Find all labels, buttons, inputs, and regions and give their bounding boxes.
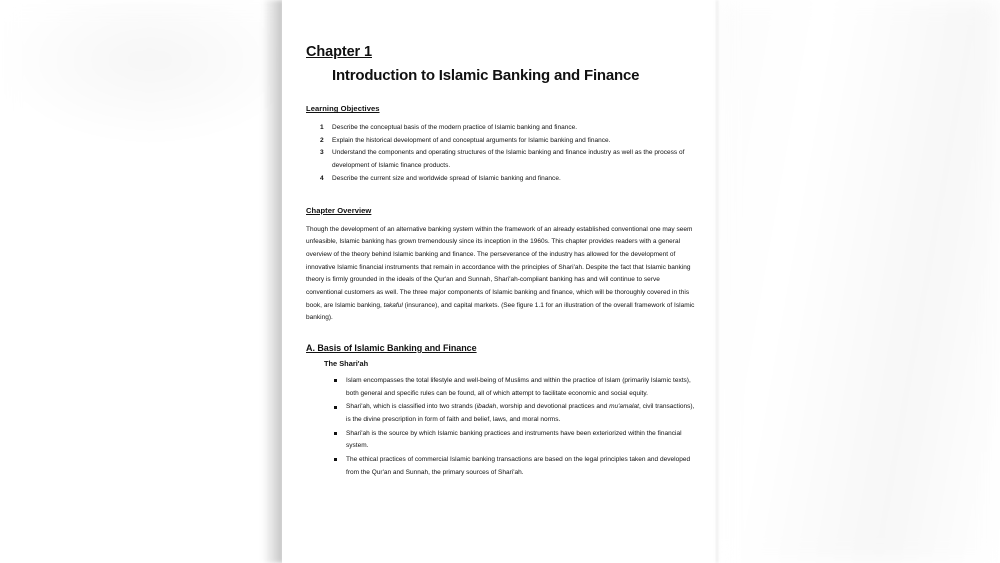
list-item xyxy=(306,147,696,172)
list-item-text: Understand the components and operating structures of the Islamic banking and finance industry as well as the process of development of Islamic finance products. xyxy=(332,149,685,170)
paragraph-text-part-2: (insurance), and capital markets. (See figure 1.1 for an illustration of the overall framework of Islamic banking). xyxy=(306,301,695,322)
learning-objectives-list xyxy=(306,122,696,185)
shariah-bullet-list xyxy=(306,375,696,479)
list-item-number: 1 xyxy=(320,124,324,132)
bullet-icon xyxy=(334,406,337,409)
chapter-overview-paragraph xyxy=(306,224,696,325)
list-item xyxy=(306,173,696,186)
term-takaful: takaful xyxy=(383,301,403,309)
list-item-text: Describe the current size and worldwide spread of Islamic banking and finance. xyxy=(332,174,561,182)
page-content xyxy=(306,44,696,480)
list-item-number: 3 xyxy=(320,149,324,157)
list-item xyxy=(306,401,696,426)
chapter-overview-heading: Chapter Overview xyxy=(306,205,372,215)
list-item xyxy=(306,375,696,400)
bullet-italic-1: ibadah xyxy=(476,403,497,411)
bullet-icon xyxy=(334,458,337,461)
bullet-text-part-1: Shari'ah is the source by which Islamic banking practices and instruments have been exteriorized within the financial system. xyxy=(346,429,682,450)
list-item-text: Describe the conceptual basis of the modern practice of Islamic banking and finance. xyxy=(332,124,578,132)
chapter-label: Chapter 1 xyxy=(306,44,372,60)
bullet-icon xyxy=(334,379,337,382)
document-page xyxy=(282,0,717,563)
bullet-icon xyxy=(334,432,337,435)
list-item-number: 2 xyxy=(320,136,324,144)
list-item xyxy=(306,428,696,453)
page-right-edge xyxy=(716,0,719,563)
section-a-subheading: The Shari'ah xyxy=(324,358,369,368)
page-left-shadow xyxy=(262,0,284,563)
learning-objectives-heading: Learning Objectives xyxy=(306,104,380,114)
list-item xyxy=(306,122,696,135)
bullet-text-part-1: Islam encompasses the total lifestyle and well-being of Muslims and within the practice of Islam (primarily Islamic texts), both general and specific rules can be found, all of which attempt to facilitate economic and social equity. xyxy=(346,376,691,397)
bullet-italic-2: mu'amalat xyxy=(609,403,639,411)
list-item xyxy=(306,135,696,148)
list-item-text: Explain the historical development of and conceptual arguments for Islamic banking and finance. xyxy=(332,136,611,144)
list-item-number: 4 xyxy=(320,174,324,182)
bullet-text-part-1: Shari'ah, which is classified into two strands ( xyxy=(346,403,477,411)
list-item xyxy=(306,454,696,479)
paragraph-text-part-1: Though the development of an alternative banking system within the framework of an already established conventional one may seem unfeasible, Islamic banking has grown tremendously since its inception in the 1960s. This chapter provides readers with a general overview of the theory behind Islamic banking and finance. The perseverance of the industry has allowed for the development of innovative Islamic financial instruments that remain in accordance with the principles of Shari'ah. Despite the fact that Islamic banking theory is firmly grounded in the ideals of the Qur'an and Sunnah, Shari'ah-compliant banking has and will continue to serve conventional customers as well. The three major components of Islamic banking and finance, which will be thoroughly covered in this book, are Islamic banking, xyxy=(306,225,693,309)
section-a-heading: A. Basis of Islamic Banking and Finance xyxy=(306,342,477,353)
blurred-background-right xyxy=(717,0,1000,563)
bullet-text-part-3: , civil transactions), is the divine prescription in form of faith and belief, laws, and moral norms. xyxy=(346,403,695,423)
chapter-title: Introduction to Islamic Banking and Finance xyxy=(332,67,640,85)
bullet-text-part-2: , worship and devotional practices and xyxy=(496,403,610,411)
bullet-text-part-1: The ethical practices of commercial Islamic banking transactions are based on the legal principles taken and developed from the Qur'an and Sunnah, the primary sources of Shari'ah. xyxy=(346,455,691,476)
